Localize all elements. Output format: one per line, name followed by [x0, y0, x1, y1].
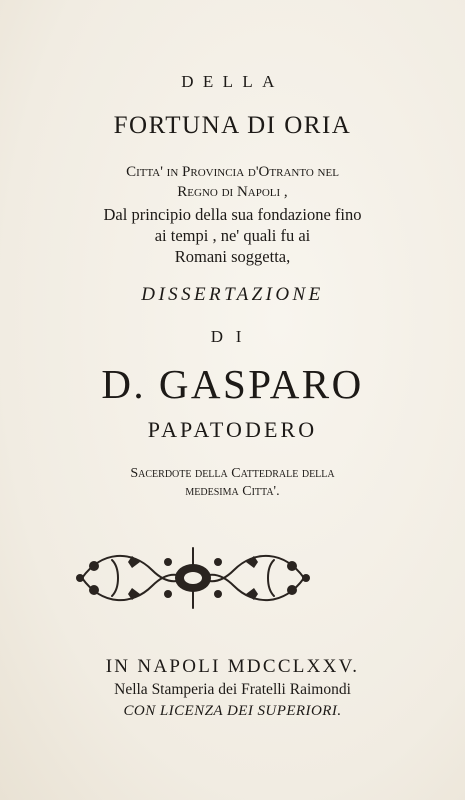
imprint-license: CON LICENZA DEI SUPERIORI. [123, 703, 342, 719]
author-name: D. GASPARO [101, 361, 364, 407]
title-line-fortuna: FORTUNA DI ORIA [113, 112, 352, 139]
subtitle-line-4: ai tempi , ne' quali fu ai [154, 226, 311, 245]
dissertazione-heading: DISSERTAZIONE [141, 284, 324, 305]
subtitle-line-3: Dal principio della sua fondazione fino [103, 205, 362, 224]
subtitle-line-2: Regno di Napoli , [177, 184, 288, 200]
author-role-line-1: Sacerdote della Cattedrale della [130, 466, 335, 481]
subtitle-line-1: Citta' in Provincia d'Otranto nel [126, 164, 339, 180]
di-line: DI [210, 327, 255, 346]
subtitle-line-5: Romani soggetta, [174, 247, 291, 266]
author-surname: PAPATODERO [147, 417, 318, 442]
imprint-place: IN NAPOLI MDCCLXXV. [105, 656, 360, 677]
title-line-della: DELLA [181, 72, 284, 91]
author-role-line-2: medesima Citta'. [185, 484, 280, 499]
imprint-printer: Nella Stamperia dei Fratelli Raimondi [114, 681, 351, 698]
floral-vignette-icon [72, 540, 314, 616]
